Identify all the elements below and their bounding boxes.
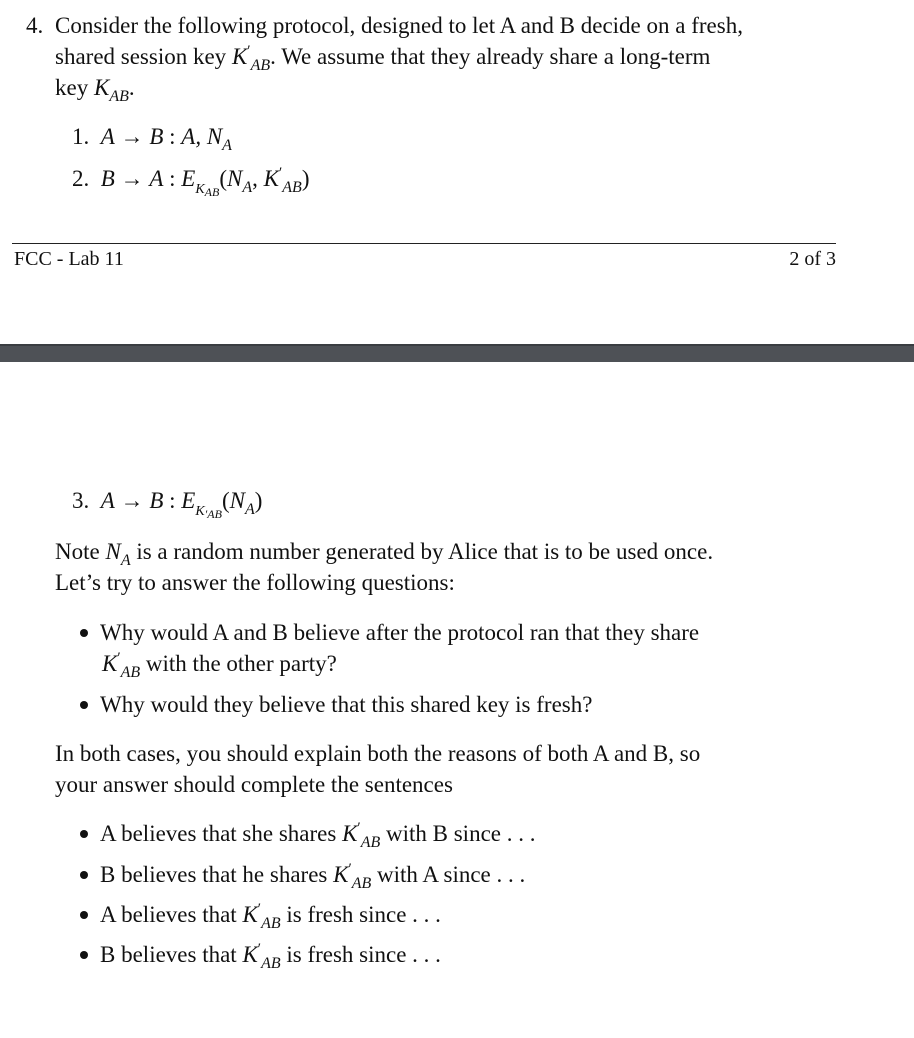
sentence-4: B believes that $K'_{AB}$ is fresh since . . .	[80, 939, 441, 970]
bullet-icon	[80, 911, 88, 919]
sentence-2: B believes that he shares $K'_{AB}$ with A since . . .	[80, 859, 525, 890]
intro-line-1: Consider the following protocol, designed to let A and B decide on a fresh,	[55, 13, 743, 38]
bullet-icon	[80, 871, 88, 879]
bullet-icon	[80, 830, 88, 838]
sentence-1: A believes that she shares $K'_{AB}$ with B since . . .	[80, 818, 536, 849]
intro-line-2: shared session key $K'_{AB}$. We assume that they already share a long-term	[55, 43, 711, 74]
bullet-icon	[80, 701, 88, 709]
question-2: Why would they believe that this shared key is fresh?	[80, 689, 592, 720]
protocol-step-3: 3. A → B : $E_{K'AB}(N_A)$	[72, 488, 263, 521]
question-1: Why would A and B believe after the protocol ran that they share	[80, 617, 699, 648]
footer-rule	[12, 243, 836, 244]
footer-page-number: 2 of 3	[789, 248, 836, 270]
cases-line-2: your answer should complete the sentences	[55, 772, 453, 797]
intro-line-3: key $K_{AB}$.	[55, 75, 135, 105]
bullet-icon	[80, 951, 88, 959]
protocol-step-2: 2. B → A : $E_{KAB}(N_A$, $K'_{AB}$)	[72, 165, 310, 199]
protocol-step-1: 1. A → B : A, $N_A$	[72, 124, 232, 154]
question-1-continued: $K'_{AB}$ with the other party?	[102, 650, 337, 681]
page-top	[0, 0, 914, 344]
note-line-1: Note $N_A$ is a random number generated by Alice that is to be used once.	[55, 539, 714, 569]
bullet-icon	[80, 629, 88, 637]
cases-line-1: In both cases, you should explain both the reasons of both A and B, so	[55, 741, 701, 766]
sentence-3: A believes that $K'_{AB}$ is fresh since . . .	[80, 899, 441, 930]
footer-left: FCC - Lab 11	[14, 248, 124, 270]
page-separator	[0, 344, 914, 362]
item-number: 4.	[26, 13, 44, 38]
note-line-2: Let’s try to answer the following questions:	[55, 570, 455, 595]
